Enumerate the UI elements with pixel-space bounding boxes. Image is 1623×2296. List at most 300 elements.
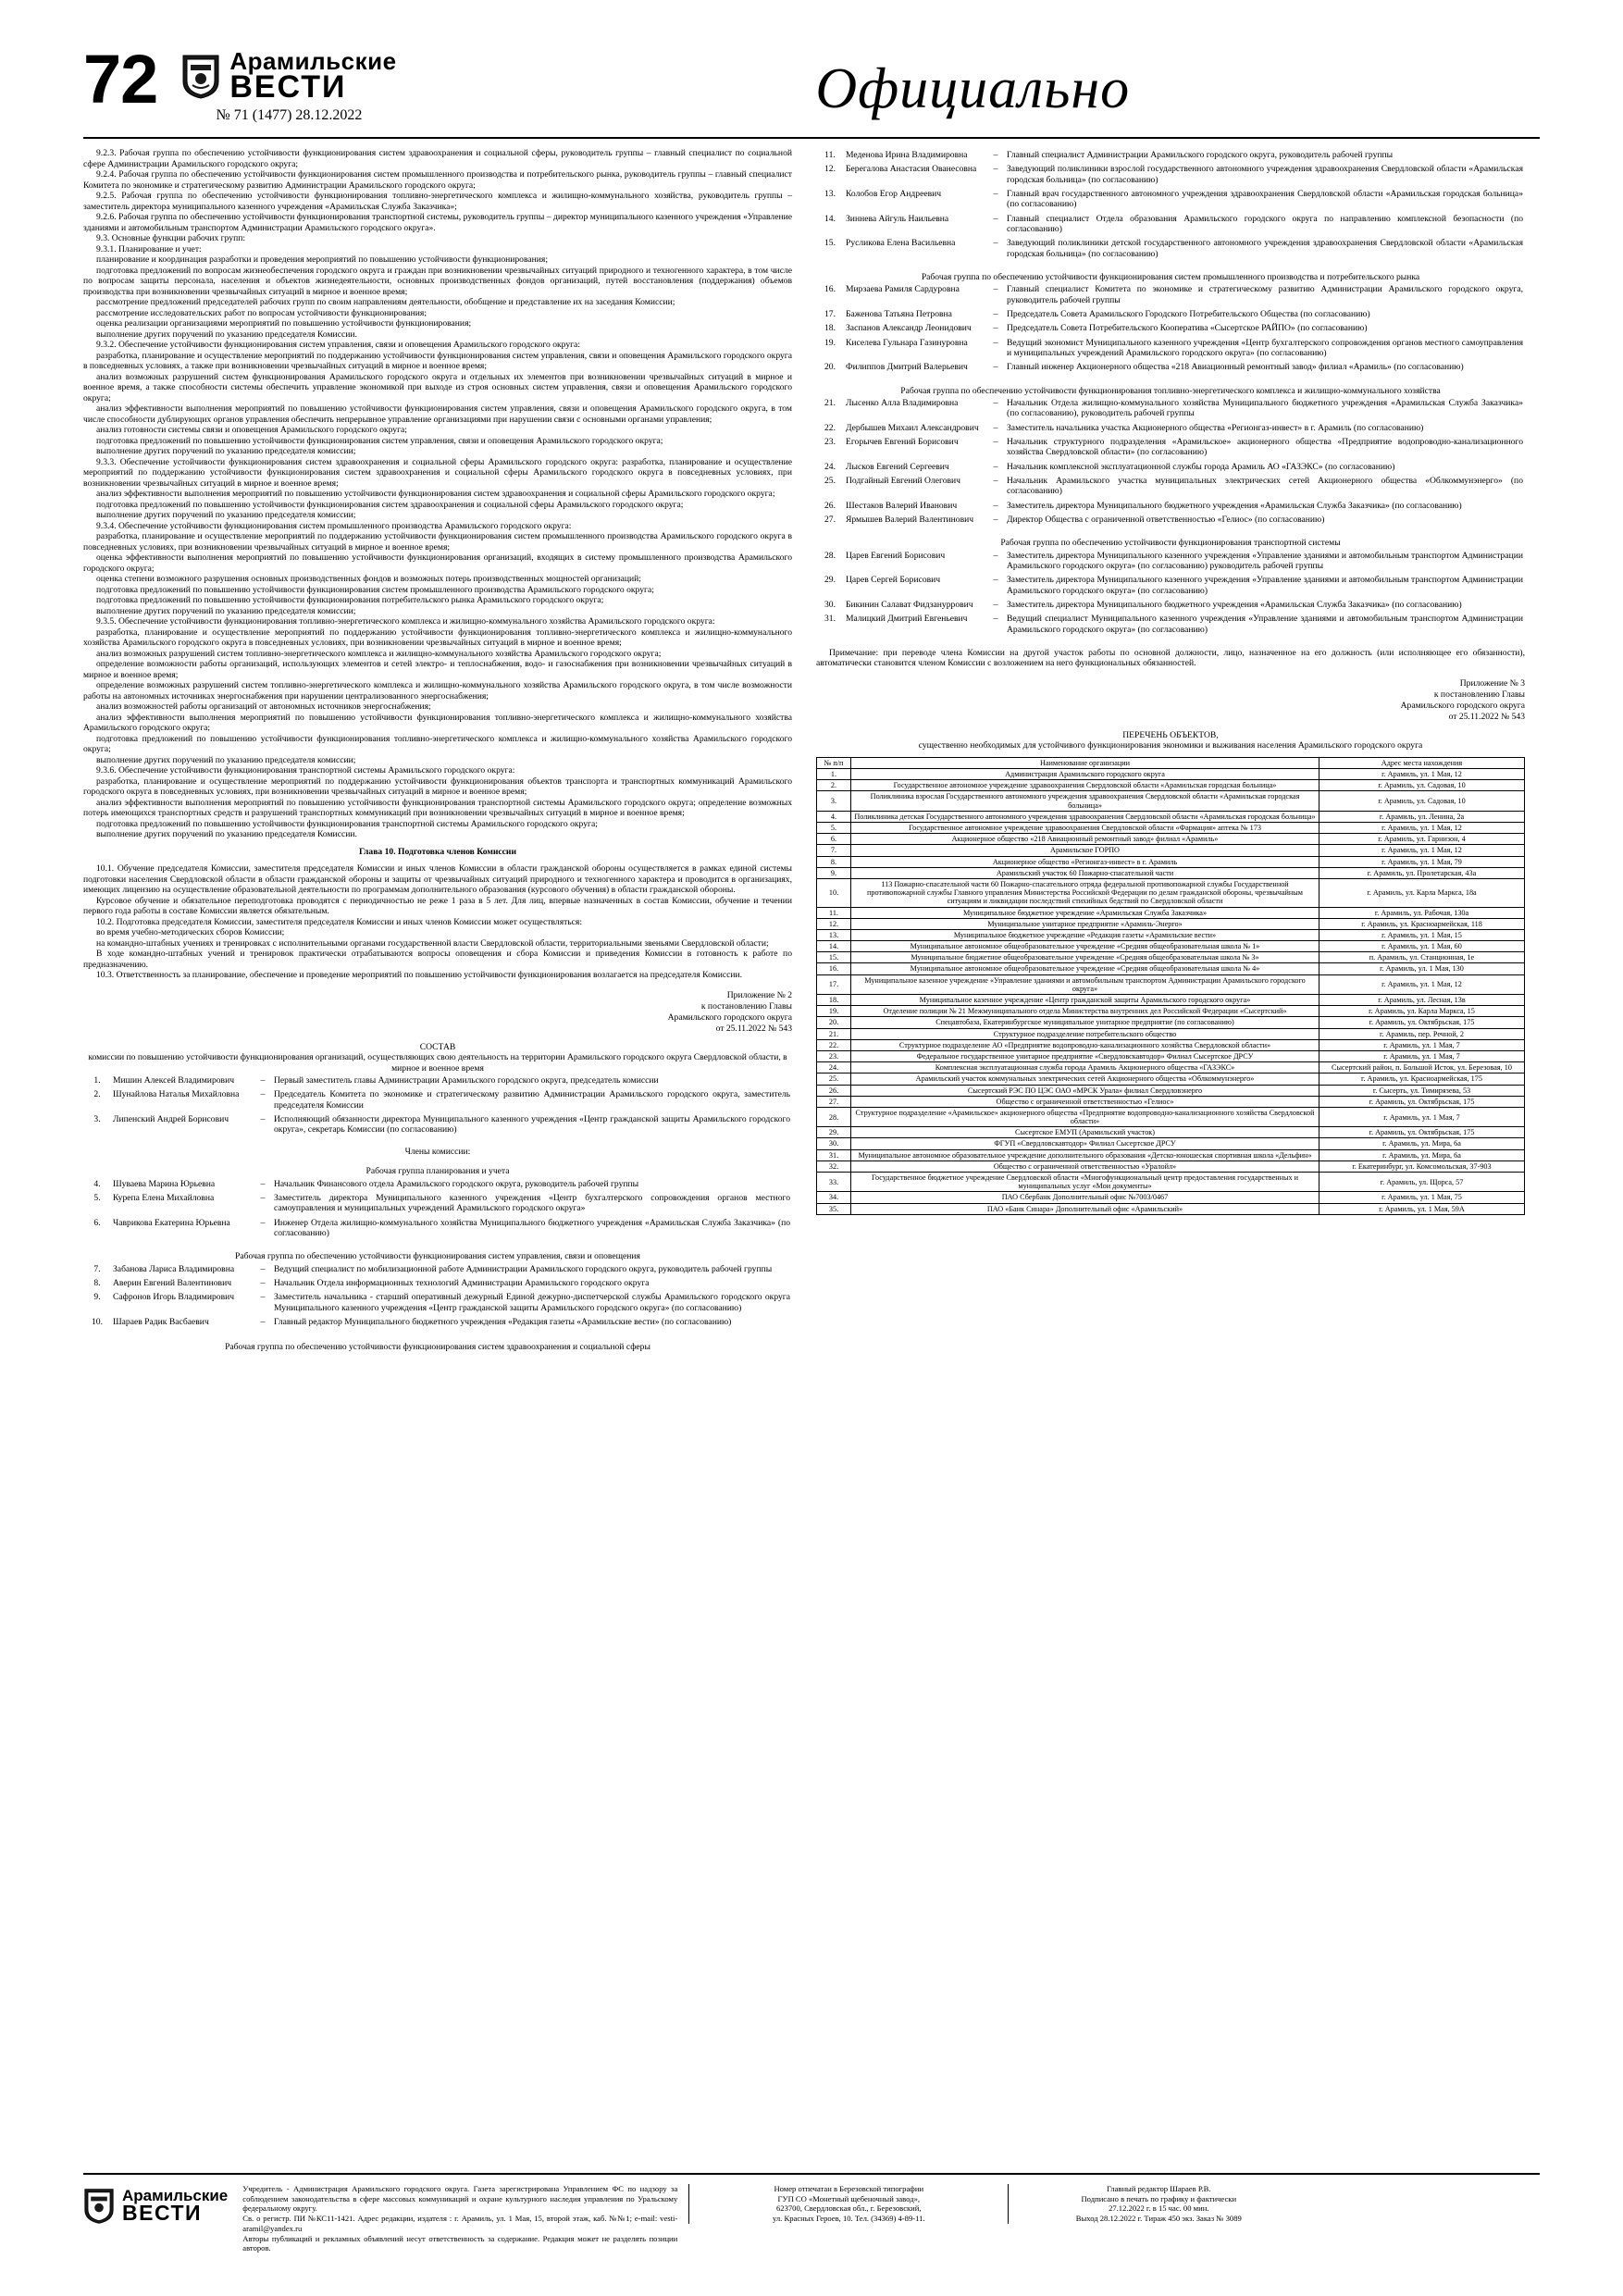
member-number: 10. <box>92 1316 103 1327</box>
object-name: Муниципальное автономное общеобразовательное учреждение «Средняя общеобразовательная школа № 1» <box>851 941 1319 952</box>
object-number: 34. <box>817 1192 851 1203</box>
committee-note: Примечание: при переводе члена Комиссии на другой участок работы по основной должности, лицо, назначенное на его должность (или исполняющее его обязанности), автоматически становится членом Комиссии с возложением на него функциональных обязанностей. <box>816 647 1525 669</box>
brand-line-1: Арамильские <box>229 47 397 75</box>
object-name: Государственное бюджетное учреждение Свердловской области «Многофункциональный центр предоставления государственных и муниципальных услуг «Мои документы» <box>851 1173 1319 1192</box>
footer-text-line: 27.12.2022 г. в 15 час. 00 мин. <box>1109 2203 1209 2214</box>
object-number: 4. <box>817 811 851 822</box>
member-number: 23. <box>824 437 836 448</box>
member-position: Председатель Совета Арамильского Городского Потребительского Общества (по согласованию) <box>1007 309 1370 320</box>
newspaper-logo <box>181 47 397 124</box>
member-number: 4. <box>93 1178 101 1189</box>
object-name: Арамильский участок 60 Пожарно-спасательной части <box>851 867 1319 878</box>
body-paragraph: разработка, планирование и осуществление мероприятий по поддержанию устойчивости функционирования объектов транспорта и транспортных коммуникаций Арамильского городского округа в повседневных условиях, при возникновении чрезвычайных ситуаций в мирное и военное время; <box>83 776 792 798</box>
object-address: г. Арамиль, ул. Садовая, 10 <box>1319 780 1525 791</box>
object-number: 24. <box>817 1062 851 1074</box>
member-name: Царев Евгений Борисович <box>846 550 946 561</box>
member-name: Колобов Егор Андреевич <box>846 189 942 200</box>
issue-info: № 71 (1477) 28.12.2022 <box>216 107 363 124</box>
table-row <box>817 907 1525 918</box>
table-row <box>817 780 1525 791</box>
table-row <box>817 1085 1525 1096</box>
member-row <box>816 612 1525 637</box>
object-name: Муниципальное казенное учреждение «Управление зданиями и автомобильным транспортом Администрации Арамильского городского округа» <box>851 974 1319 994</box>
member-dash: – <box>993 575 998 586</box>
member-dash: – <box>993 150 998 161</box>
member-position: Заместитель директора Муниципального казенного учреждения «Управление зданиями и автомобильным транспортом Администрации Арамильского городского округа» (по согласованию) <box>1007 575 1523 596</box>
member-dash: – <box>260 1075 266 1086</box>
appendix-3-header: Приложение № 3 к постановлению Главы Арамильского городского округа от 25.11.2022 № 543 <box>1400 677 1525 722</box>
member-dash: – <box>993 514 998 525</box>
body-paragraph: В ходе командно-штабных учений и тренировок практически отрабатываются вопросы оповещения и сбора Комиссии и приведения Комиссии в готовность к работе по предназначению. <box>83 949 792 970</box>
member-position: Главный специалист Администрации Арамильского городского округа, руководитель рабочей группы <box>1007 150 1394 161</box>
table-row <box>817 1006 1525 1017</box>
leaders-list <box>83 1074 792 1137</box>
object-number: 11. <box>817 907 851 918</box>
member-number: 16. <box>824 284 836 295</box>
member-row <box>83 1177 792 1191</box>
body-paragraph: на командно-штабных учениях и тренировках с исполнительными органами государственной власти Свердловской области, территориальными звеньями Свердловской области; <box>96 937 769 949</box>
table-row <box>817 941 1525 952</box>
member-name: Подгайный Евгений Олегович <box>846 476 960 487</box>
object-name: Поликлиника взрослая Государственного автономного учреждения здравоохранения Свердловской области «Арамильская городская больница» <box>851 791 1319 811</box>
table-row <box>817 856 1525 867</box>
member-row <box>816 187 1525 212</box>
member-number: 18. <box>824 323 836 334</box>
object-number: 29. <box>817 1127 851 1138</box>
member-row <box>816 236 1525 261</box>
member-row <box>83 1315 792 1329</box>
member-number: 30. <box>824 600 836 611</box>
object-name: Структурное подразделение «Арамильское» акционерного общества «Предприятие водопроводно-канализационного хозяйства Свердловской области» <box>851 1107 1319 1126</box>
member-row <box>816 598 1525 612</box>
object-address: г. Арамиль, ул. Красноармейская, 175 <box>1319 1074 1525 1085</box>
appendix-2-header: Приложение № 2 к постановлению Главы Арамильского городского округа от 25.11.2022 № 543 <box>667 989 792 1034</box>
body-paragraph: 9.2.3. Рабочая группа по обеспечению устойчивости функционирования систем здравоохранения и социальной сферы, руководитель группы – главный специалист по социальной сфере Администрации Арамильского городского округа; <box>83 148 792 169</box>
member-position: Исполняющий обязанности директора Муниципального казенного учреждения «Центр гражданской защиты Арамильского городского округа», секретарь Комиссии (по согласованию) <box>274 1114 790 1136</box>
object-address: г. Арамиль, ул. Пролетарская, 43а <box>1319 867 1525 878</box>
object-number: 30. <box>817 1138 851 1149</box>
member-number: 13. <box>824 189 836 200</box>
member-dash: – <box>993 600 998 611</box>
body-paragraph: 9.3.4. Обеспечение устойчивости функционирования систем промышленного производства Арамильского городского округа: <box>96 520 572 531</box>
object-address: г. Арамиль, ул. 1 Мая, 7 <box>1319 1039 1525 1050</box>
member-dash: – <box>993 284 998 295</box>
object-name: Акционерное общество «218 Авиационный ремонтный завод» филиал «Арамиль» <box>851 834 1319 845</box>
body-paragraph: оценка эффективности выполнения мероприятий по повышению устойчивости функционирования организаций, входящих в систему промышленного производства Арамильского городского округа; <box>83 552 792 574</box>
body-paragraph: разработка, планирование и осуществление мероприятий по поддержанию устойчивости функционирования систем промышленного производства Арамильского городского округа в повседневных условиях, при возникновении чрезвычайных ситуаций в мирное и военное время; <box>83 531 792 552</box>
table-row <box>817 1138 1525 1149</box>
footer-brand-2: ВЕСТИ <box>122 2201 203 2226</box>
body-paragraph: 9.2.4. Рабочая группа по обеспечению устойчивости функционирования систем промышленного производства и потребительского рынка, руководитель группы – главный специалист Комитета по экономике и стратегическому развитию Администрации Арамильского городского округа; <box>83 169 792 191</box>
member-number: 19. <box>824 337 836 348</box>
group-industry-title: Рабочая группа по обеспечению устойчивости функционирования систем промышленного производства и потребительского рынка <box>921 271 1420 282</box>
member-dash: – <box>260 1263 266 1274</box>
member-position: Заместитель начальника участка Акционерного общества «Регионгаз-инвест» в г. Арамиль (по согласованию) <box>1007 422 1424 433</box>
member-row <box>816 212 1525 237</box>
object-address: г. Арамиль, ул. Октябрьская, 175 <box>1319 1017 1525 1028</box>
object-number: 22. <box>817 1039 851 1050</box>
object-number: 6. <box>817 834 851 845</box>
member-position: Начальник комплексной эксплуатационной службы города Арамиль АО «ГАЗЭКС» (по согласованию) <box>1007 461 1395 472</box>
left-column <box>83 148 792 1353</box>
object-address: г. Арамиль, ул. Щорса, 57 <box>1319 1173 1525 1192</box>
member-row <box>816 360 1525 374</box>
footer-editor-info <box>1008 2184 1297 2224</box>
object-address: г. Арамиль, ул. 1 Мая, 15 <box>1319 929 1525 940</box>
member-number: 25. <box>824 476 836 487</box>
member-name: Русликова Елена Васильевна <box>846 238 956 249</box>
member-dash: – <box>993 309 998 320</box>
table-row <box>817 1192 1525 1203</box>
object-name: ФГУП «Свердловскавтодор» Филиал Сысертское ДРСУ <box>851 1138 1319 1149</box>
body-paragraph: 9.3.1. Планирование и учет: <box>96 243 202 254</box>
group-planning-list <box>83 1177 792 1241</box>
body-paragraph: 9.3.5. Обеспечение устойчивости функционирования топливно-энергетического комплекса и жилищно-коммунального хозяйства Арамильского городского округа: <box>96 616 715 627</box>
object-name: Акционерное общество «Регионгаз-инвест» в г. Арамиль <box>851 856 1319 867</box>
table-row <box>817 1028 1525 1039</box>
object-name: Муниципальное бюджетное общеобразовательное учреждение «Средняя общеобразовательная школа № 3» <box>851 952 1319 963</box>
member-dash: – <box>993 189 998 200</box>
object-number: 16. <box>817 963 851 974</box>
object-number: 7. <box>817 845 851 856</box>
body-paragraph: подготовка предложений по вопросам жизнеобеспечения городского округа и граждан при возникновении чрезвычайных ситуаций природного и техногенного характера, в том числе по вопросам защиты персонала, населения и объектов жизнедеятельности, основных производственных фондов организаций, путей восстановления (поддержания) объемов производства при возникновении чрезвычайных ситуаций в мирное и военное время; <box>83 265 792 297</box>
object-address: г. Арамиль, ул. Карла Маркса, 18а <box>1319 878 1525 907</box>
object-number: 31. <box>817 1149 851 1160</box>
body-paragraph: определение возможных разрушений систем топливно-энергетического комплекса и жилищно-коммунального хозяйства Арамильского городского округа, в том числе возможности работы на автономных источниках энергоснабжения при нарушении централизованного энергоснабжения; <box>83 680 792 701</box>
object-address: г. Арамиль, ул. 1 Мая, 12 <box>1319 769 1525 780</box>
object-number: 1. <box>817 769 851 780</box>
member-position: Главный специалист Отдела образования Арамильского городского округа по направлению комплексной безопасности (по согласованию) <box>1007 213 1523 235</box>
body-paragraph: подготовка предложений по повышению устойчивости функционирования потребительского рынка Арамильского городского округа; <box>96 595 604 606</box>
member-name: Берегалова Анастасия Ованесовна <box>846 164 977 175</box>
object-number: 18. <box>817 995 851 1006</box>
object-number: 23. <box>817 1050 851 1061</box>
body-paragraph: 10.3. Ответственность за планирование, обеспечение и проведение мероприятий по повышению устойчивости функционирования возлагается на председателя Комиссии. <box>96 970 743 981</box>
member-name: Ярмышев Валерий Валентинович <box>846 514 974 525</box>
table-row <box>817 1017 1525 1028</box>
chapter-10-title: Глава 10. Подготовка членов Комиссии <box>359 846 516 857</box>
table-row <box>817 791 1525 811</box>
object-name: Сысертский РЭС ПО ЦЭС ОАО «МРСК Урала» филиал Свердловэнерго <box>851 1085 1319 1096</box>
member-name: Шуваева Марина Юрьевна <box>113 1178 216 1189</box>
member-name: Меденова Ирина Владимировна <box>846 150 968 161</box>
body-paragraph: 9.3.3. Обеспечение устойчивости функционирования систем здравоохранения и социальной сферы Арамильского городского округа: разработка, планирование и осуществление мероприятий по поддержанию устойчивости функционирования систем здравоохранения и социальной сферы Арамильского городского округа в повседневных условиях, при возникновении чрезвычайных ситуаций в мирное и военное время; <box>83 456 792 489</box>
member-dash: – <box>993 476 998 487</box>
member-row <box>816 513 1525 527</box>
member-position: Главный врач государственного автономного учреждения здравоохранения Свердловской области «Арамильская городская больница» (по согласованию) <box>1007 189 1523 210</box>
object-number: 21. <box>817 1028 851 1039</box>
object-name: Отделение полиции № 21 Межмуниципального отдела Министерства внутренних дел Российской Федерации «Сысертский» <box>851 1006 1319 1017</box>
body-paragraph: анализ готовности системы связи и оповещения Арамильского городского округа; <box>96 425 407 436</box>
member-number: 1. <box>93 1075 101 1086</box>
member-name: Шестаков Валерий Иванович <box>846 500 958 511</box>
object-address: г. Арамиль, ул. 1 Мая, 60 <box>1319 941 1525 952</box>
member-name: Чаврикова Екатерина Юрьевна <box>113 1217 230 1228</box>
body-paragraph: во время учебно-методических сборов Комиссии; <box>96 927 285 938</box>
right-column <box>816 148 1525 1353</box>
body-paragraph: 9.3. Основные функции рабочих групп: <box>96 233 246 244</box>
object-address: г. Арамиль, ул. 1 Мая, 59А <box>1319 1203 1525 1214</box>
body-paragraph: оценка реализации организациями мероприятий по повышению устойчивости функционирования; <box>96 318 472 329</box>
table-row <box>817 963 1525 974</box>
object-number: 10. <box>817 878 851 907</box>
member-position: Начальник Отдела жилищно-коммунального хозяйства Муниципального бюджетного учреждения «Арамильская Служба Заказчика» (по согласованию), руководитель рабочей группы <box>1007 398 1523 419</box>
object-name: Федеральное государственное унитарное предприятие «Свердловскавтодор» Филиал Сысертское ДРСУ <box>851 1050 1319 1061</box>
member-number: 9. <box>93 1292 101 1303</box>
table-row <box>817 1127 1525 1138</box>
member-number: 2. <box>93 1089 101 1100</box>
left-body-text <box>83 148 792 840</box>
table-row <box>817 952 1525 963</box>
brand-line-2: ВЕСТИ <box>229 68 347 105</box>
object-address: г. Сысерть, ул. Тимирязева, 53 <box>1319 1085 1525 1096</box>
object-name: ПАО «Банк Синара» Дополнительный офис «Арамильский» <box>851 1203 1319 1214</box>
member-name: Зиннева Айгуль Наильевна <box>846 213 949 224</box>
object-name: Общество с ограниченной ответственностью «Гелиос» <box>851 1096 1319 1107</box>
object-address: г. Арамиль, ул. Карла Маркса, 15 <box>1319 1006 1525 1017</box>
group-planning-title: Рабочая группа планирования и учета <box>365 1166 510 1177</box>
member-number: 22. <box>824 422 836 433</box>
table-row <box>817 1107 1525 1126</box>
object-number: 14. <box>817 941 851 952</box>
footer-text-line: Подписано в печать по графику и фактически <box>1081 2193 1237 2203</box>
member-name: Забанова Лариса Владимировна <box>113 1263 235 1274</box>
member-dash: – <box>260 1278 266 1289</box>
object-name: Структурное подразделение потребительского общество <box>851 1028 1319 1039</box>
member-name: Лысков Евгений Сергеевич <box>846 461 949 472</box>
object-address: г. Арамиль, ул. Лесная, 13в <box>1319 995 1525 1006</box>
objects-subtitle: существенно необходимых для устойчивого функционирования экономики и выживания населения Арамильского городского округа <box>918 740 1423 751</box>
member-dash: – <box>993 398 998 409</box>
body-paragraph: выполнение других поручений по указанию председателя комиссии; <box>96 605 356 616</box>
object-name: Арамильский участок коммунальных электрических сетей Акционерного общества «Облкоммунэнерго» <box>851 1074 1319 1085</box>
member-row <box>83 1087 792 1112</box>
object-address: г. Арамиль, ул. 1 Мая, 7 <box>1319 1050 1525 1061</box>
member-number: 11. <box>824 150 836 161</box>
footer-logo <box>83 2184 228 2225</box>
table-row <box>817 1203 1525 1214</box>
member-number: 12. <box>824 164 836 175</box>
coat-of-arms-icon <box>181 54 220 100</box>
body-paragraph: рассмотрение предложений председателей рабочих групп по своим направлениям деятельности, обобщение и представление их на заседания Комиссии; <box>96 297 675 308</box>
member-position: Заместитель директора Муниципального бюджетного учреждения «Арамильская Служба Заказчика» (по согласованию) <box>1007 500 1462 511</box>
member-row <box>816 421 1525 435</box>
footer-text-line: Авторы публикаций и рекламных объявлений несут ответственность за содержание. Редакция может не разделять позиции авторов. <box>242 2233 678 2253</box>
member-name: Царев Сергей Борисович <box>846 575 941 586</box>
object-number: 33. <box>817 1173 851 1192</box>
object-number: 28. <box>817 1107 851 1126</box>
member-position: Ведущий специалист по мобилизационной работе Администрации Арамильского городского округа, руководитель рабочей группы <box>274 1263 773 1274</box>
member-number: 17. <box>824 309 836 320</box>
member-row <box>816 321 1525 335</box>
group-mgmt-title: Рабочая группа по обеспечению устойчивости функционирования систем управления, связи и оповещения <box>235 1251 640 1262</box>
object-number: 35. <box>817 1203 851 1214</box>
objects-column-header: Наименование организации <box>851 757 1319 768</box>
table-row <box>817 1062 1525 1074</box>
sostav-title: СОСТАВ <box>419 1041 456 1052</box>
member-dash: – <box>993 362 998 373</box>
footer-text-line: 623700, Свердловская обл., г. Березовский, <box>775 2203 922 2214</box>
object-name: Спецавтобаза, Екатеринбургское муниципальное унитарное предприятие (по согласованию) <box>851 1017 1319 1028</box>
member-name: Сафронов Игорь Владимирович <box>113 1292 235 1303</box>
body-paragraph: анализ эффективности выполнения мероприятий по повышению устойчивости функционирования топливно-энергетического комплекса и жилищно-коммунального хозяйства Арамильского городского округа; <box>83 712 792 734</box>
body-paragraph: рассмотрение исследовательских работ по вопросам устойчивости функционирования; <box>96 307 427 318</box>
member-position: Заместитель директора Муниципального казенного учреждения «Центр бухгалтерского сопровождения органов местного самоуправления и муниципальных учреждений Арамильского городского округа» <box>274 1192 790 1214</box>
member-name: Киселева Гульнара Газинуровна <box>846 337 968 348</box>
group-fuel-list <box>816 396 1525 527</box>
member-dash: – <box>993 437 998 448</box>
member-dash: – <box>260 1089 266 1100</box>
table-row <box>817 1039 1525 1050</box>
object-number: 13. <box>817 929 851 940</box>
sostav-subtitle: комиссии по повышению устойчивости функционирования организаций, осуществляющих свою деятельность на территории Арамильского городского округа Свердловской области, в мирное и военное время <box>88 1052 787 1074</box>
footer-text-line: Главный редактор Шараев Р.В. <box>1106 2183 1211 2193</box>
object-number: 15. <box>817 952 851 963</box>
member-position: Начальник Финансового отдела Арамильского городского округа, руководитель рабочей группы <box>274 1178 639 1189</box>
object-number: 20. <box>817 1017 851 1028</box>
member-dash: – <box>993 550 998 561</box>
object-name: Общество с ограниченной ответственностью «Уралойл» <box>851 1160 1319 1172</box>
member-number: 6. <box>93 1217 101 1228</box>
body-paragraph: оценка степени возможного разрушения основных производственных фондов и возможных потерь производственных мощностей организаций; <box>96 574 641 585</box>
object-name: 113 Пожарно-спасательной части 60 Пожарно-спасательного отряда федеральной противопожарной службы Государственной противопожарной службы Главного управления Министерства Российской Федерации по делам гражданской обороны, чрезвычайным ситуациям и ликвидации последствий стихийных бедствий по Свердловской области <box>851 878 1319 907</box>
member-dash: – <box>993 238 998 249</box>
object-name: Муниципальное бюджетное учреждение «Арамильская Служба Заказчика» <box>851 907 1319 918</box>
body-paragraph: 9.2.6. Рабочая группа по обеспечению устойчивости функционирования транспортной системы, руководитель группы – директор муниципального казенного учреждения «Управление зданиями и автомобильным транспортом Администрации Арамильского городского округа». <box>83 212 792 233</box>
table-row <box>817 1160 1525 1172</box>
object-number: 27. <box>817 1096 851 1107</box>
body-paragraph: анализ возможных разрушений систем функционирования Арамильского городского округа и отдельных их элементов при возникновении чрезвычайных ситуаций в мирное и военное время, а также способности системы обеспечить управление экономикой при выходе из строя основных систем управления, связи и оповещения Арамильского городского округа; <box>83 371 792 403</box>
object-address: г. Арамиль, ул. Мира, 6а <box>1319 1149 1525 1160</box>
object-address: г. Арамиль, ул. 1 Мая, 7 <box>1319 1107 1525 1126</box>
body-paragraph: 9.3.2. Обеспечение устойчивости функционирования систем управления, связи и оповещения Арамильского городского округа: <box>96 340 580 351</box>
body-paragraph: подготовка предложений по повышению устойчивости функционирования топливно-энергетического комплекса и жилищно-коммунального хозяйства Арамильского городского округа; <box>83 733 792 755</box>
object-address: п. Арамиль, ул. Станционная, 1е <box>1319 952 1525 963</box>
member-row <box>83 1191 792 1216</box>
member-row <box>816 307 1525 321</box>
member-number: 24. <box>824 461 836 472</box>
page-number: 72 <box>83 41 158 118</box>
body-paragraph: анализ возможностей работы организаций от автономных источников энергоснабжения; <box>96 701 431 713</box>
member-name: Аверин Евгений Валентинович <box>113 1278 232 1289</box>
member-dash: – <box>993 422 998 433</box>
group-health-list <box>816 148 1525 261</box>
member-row <box>816 162 1525 187</box>
member-name: Мирзаева Рамиля Сардуровна <box>846 284 960 295</box>
body-paragraph: анализ эффективности выполнения мероприятий по повышению устойчивости функционирования транспортной системы Арамильского городского округа; определение возможных потерь имеющихся транспортных средств и разрушений транспортных коммуникаций при возникновении чрезвычайных ситуаций в мирное и военное время; <box>83 797 792 819</box>
member-position: Главный редактор Муниципального бюджетного учреждения «Редакция газеты «Арамильские вести» (по согласованию) <box>274 1316 732 1327</box>
member-position: Главный инженер Акционерного общества «218 Авиационный ремонтный завод» филиал «Арамиль» (по согласованию) <box>1007 362 1464 373</box>
member-name: Дербышев Михаил Александрович <box>846 422 979 433</box>
object-name: Комплексная эксплуатационная служба города Арамиль Акционерного общества «ГАЗЭКС» <box>851 1062 1319 1074</box>
member-row <box>83 1216 792 1241</box>
object-address: г. Арамиль, ул. 1 Мая, 130 <box>1319 963 1525 974</box>
table-row <box>817 1173 1525 1192</box>
group-fuel-title: Рабочая группа по обеспечению устойчивости функционирования топливно-энергетического комплекса и жилищно-коммунального хозяйства <box>900 385 1441 396</box>
member-row <box>816 549 1525 574</box>
member-position: Председатель Комитета по экономике и стратегическому развитию Администрации Арамильского городского округа, заместитель председателя Комиссии <box>274 1089 790 1111</box>
member-name: Липенский Андрей Борисович <box>113 1114 229 1125</box>
member-position: Первый заместитель главы Администрации Арамильского городского округа, председатель комиссии <box>274 1075 659 1086</box>
object-address: г. Арамиль, ул. 1 Мая, 12 <box>1319 845 1525 856</box>
member-name: Малицкий Дмитрий Евгеньевич <box>846 614 968 625</box>
object-name: Государственное автономное учреждение здравоохранения Свердловской области «Фармация» аптека № 173 <box>851 823 1319 834</box>
object-address: г. Арамиль, пер. Речной, 2 <box>1319 1028 1525 1039</box>
table-row <box>817 1149 1525 1160</box>
member-dash: – <box>260 1292 266 1303</box>
member-row <box>816 282 1525 307</box>
member-dash: – <box>993 164 998 175</box>
masthead <box>0 0 1623 124</box>
member-row <box>816 474 1525 499</box>
object-number: 9. <box>817 867 851 878</box>
members-title: Члены комиссии: <box>404 1146 471 1157</box>
group-industry-list <box>816 282 1525 374</box>
object-number: 5. <box>817 823 851 834</box>
member-name: Лысенко Алла Владимировна <box>846 398 959 409</box>
body-paragraph: Курсовое обучение и обязательное переподготовка проводятся с периодичностью не реже 1 раза в 5 лет. Для лиц, впервые назначенных в состав Комиссии, обучение и течении первого года работы в составе Комиссии является обязательным. <box>83 895 792 917</box>
table-row <box>817 918 1525 929</box>
object-number: 25. <box>817 1074 851 1085</box>
member-number: 7. <box>93 1263 101 1274</box>
table-row <box>817 1096 1525 1107</box>
object-address: г. Арамиль, ул. Октябрьская, 175 <box>1319 1127 1525 1138</box>
table-row <box>817 811 1525 822</box>
body-paragraph: выполнение других поручений по указанию председателя Комиссии. <box>96 829 357 840</box>
member-dash: – <box>260 1178 266 1189</box>
body-paragraph: 10.2. Подготовка председателя Комиссии, заместителя председателя Комиссии и иных членов Комиссии может осуществляться: <box>96 916 583 927</box>
member-row <box>816 435 1525 460</box>
footer-brand-1: Арамильские <box>122 2187 229 2205</box>
member-number: 15. <box>824 238 836 249</box>
body-paragraph: анализ возможных разрушений систем топливно-энергетического комплекса и жилищно-коммунального хозяйства Арамильского городского округа; <box>96 648 662 659</box>
body-paragraph: выполнение других поручений по указанию председателя комиссии; <box>96 446 356 457</box>
object-number: 3. <box>817 791 851 811</box>
table-row <box>817 834 1525 845</box>
member-row <box>816 573 1525 598</box>
group-transport-list <box>816 549 1525 637</box>
member-name: Заспанов Александр Леонидович <box>846 323 972 334</box>
object-name: Структурное подразделение АО «Предприятие водопроводно-канализационного хозяйства Свердловской области» <box>851 1039 1319 1050</box>
object-name: Арамильское ГОРПО <box>851 845 1319 856</box>
group-mgmt-list <box>83 1262 792 1330</box>
member-row <box>816 499 1525 513</box>
member-dash: – <box>993 337 998 348</box>
member-position: Ведущий специалист Муниципального казенного учреждения «Управление зданиями и автомобильным транспортом Администрации Арамильского городского округа» (по согласованию) <box>1007 614 1523 635</box>
object-name: Муниципальное бюджетное учреждение «Редакция газеты «Арамильские вести» <box>851 929 1319 940</box>
member-position: Директор Общества с ограниченной ответственностью «Гелиос» (по согласованию) <box>1007 514 1325 525</box>
footer-text-line: ул. Красных Героев, 10. Тел. (34369) 4-89-11. <box>772 2214 925 2224</box>
member-number: 29. <box>824 575 836 586</box>
member-row <box>816 148 1525 162</box>
member-row <box>816 396 1525 421</box>
object-address: г. Арамиль, ул. Ленина, 2а <box>1319 811 1525 822</box>
group-transport-title: Рабочая группа по обеспечению устойчивости функционирования транспортной системы <box>1000 538 1341 549</box>
object-name: Муниципальное казенное учреждение «Центр гражданской защиты Арамильского городского округа» <box>851 995 1319 1006</box>
footer-legal-info <box>242 2184 677 2253</box>
table-row <box>817 769 1525 780</box>
object-address: г. Арамиль, ул. Гарнизон, 4 <box>1319 834 1525 845</box>
body-paragraph: разработка, планирование и осуществление мероприятий по поддержанию устойчивости функционирования систем управления, связи и оповещения Арамильского городского округа в повседневных условиях, а также при возникновении чрезвычайных ситуаций в мирное и военное время; <box>83 350 792 372</box>
object-address: г. Екатеринбург, ул. Комсомольская, 37-903 <box>1319 1160 1525 1172</box>
object-name: Муниципальное автономное общеобразовательное учреждение «Средняя общеобразовательная школа № 4» <box>851 963 1319 974</box>
member-number: 20. <box>824 362 836 373</box>
member-row <box>83 1290 792 1315</box>
object-name: Муниципальное автономное образовательное учреждение дополнительного образования «Детско-юношеская спортивная школа «Дельфин» <box>851 1149 1319 1160</box>
member-dash: – <box>993 461 998 472</box>
member-number: 3. <box>93 1114 101 1125</box>
footer-text-line: Выход 28.12.2022 г. Тираж 450 экз. Заказ № 3089 <box>1075 2214 1242 2224</box>
